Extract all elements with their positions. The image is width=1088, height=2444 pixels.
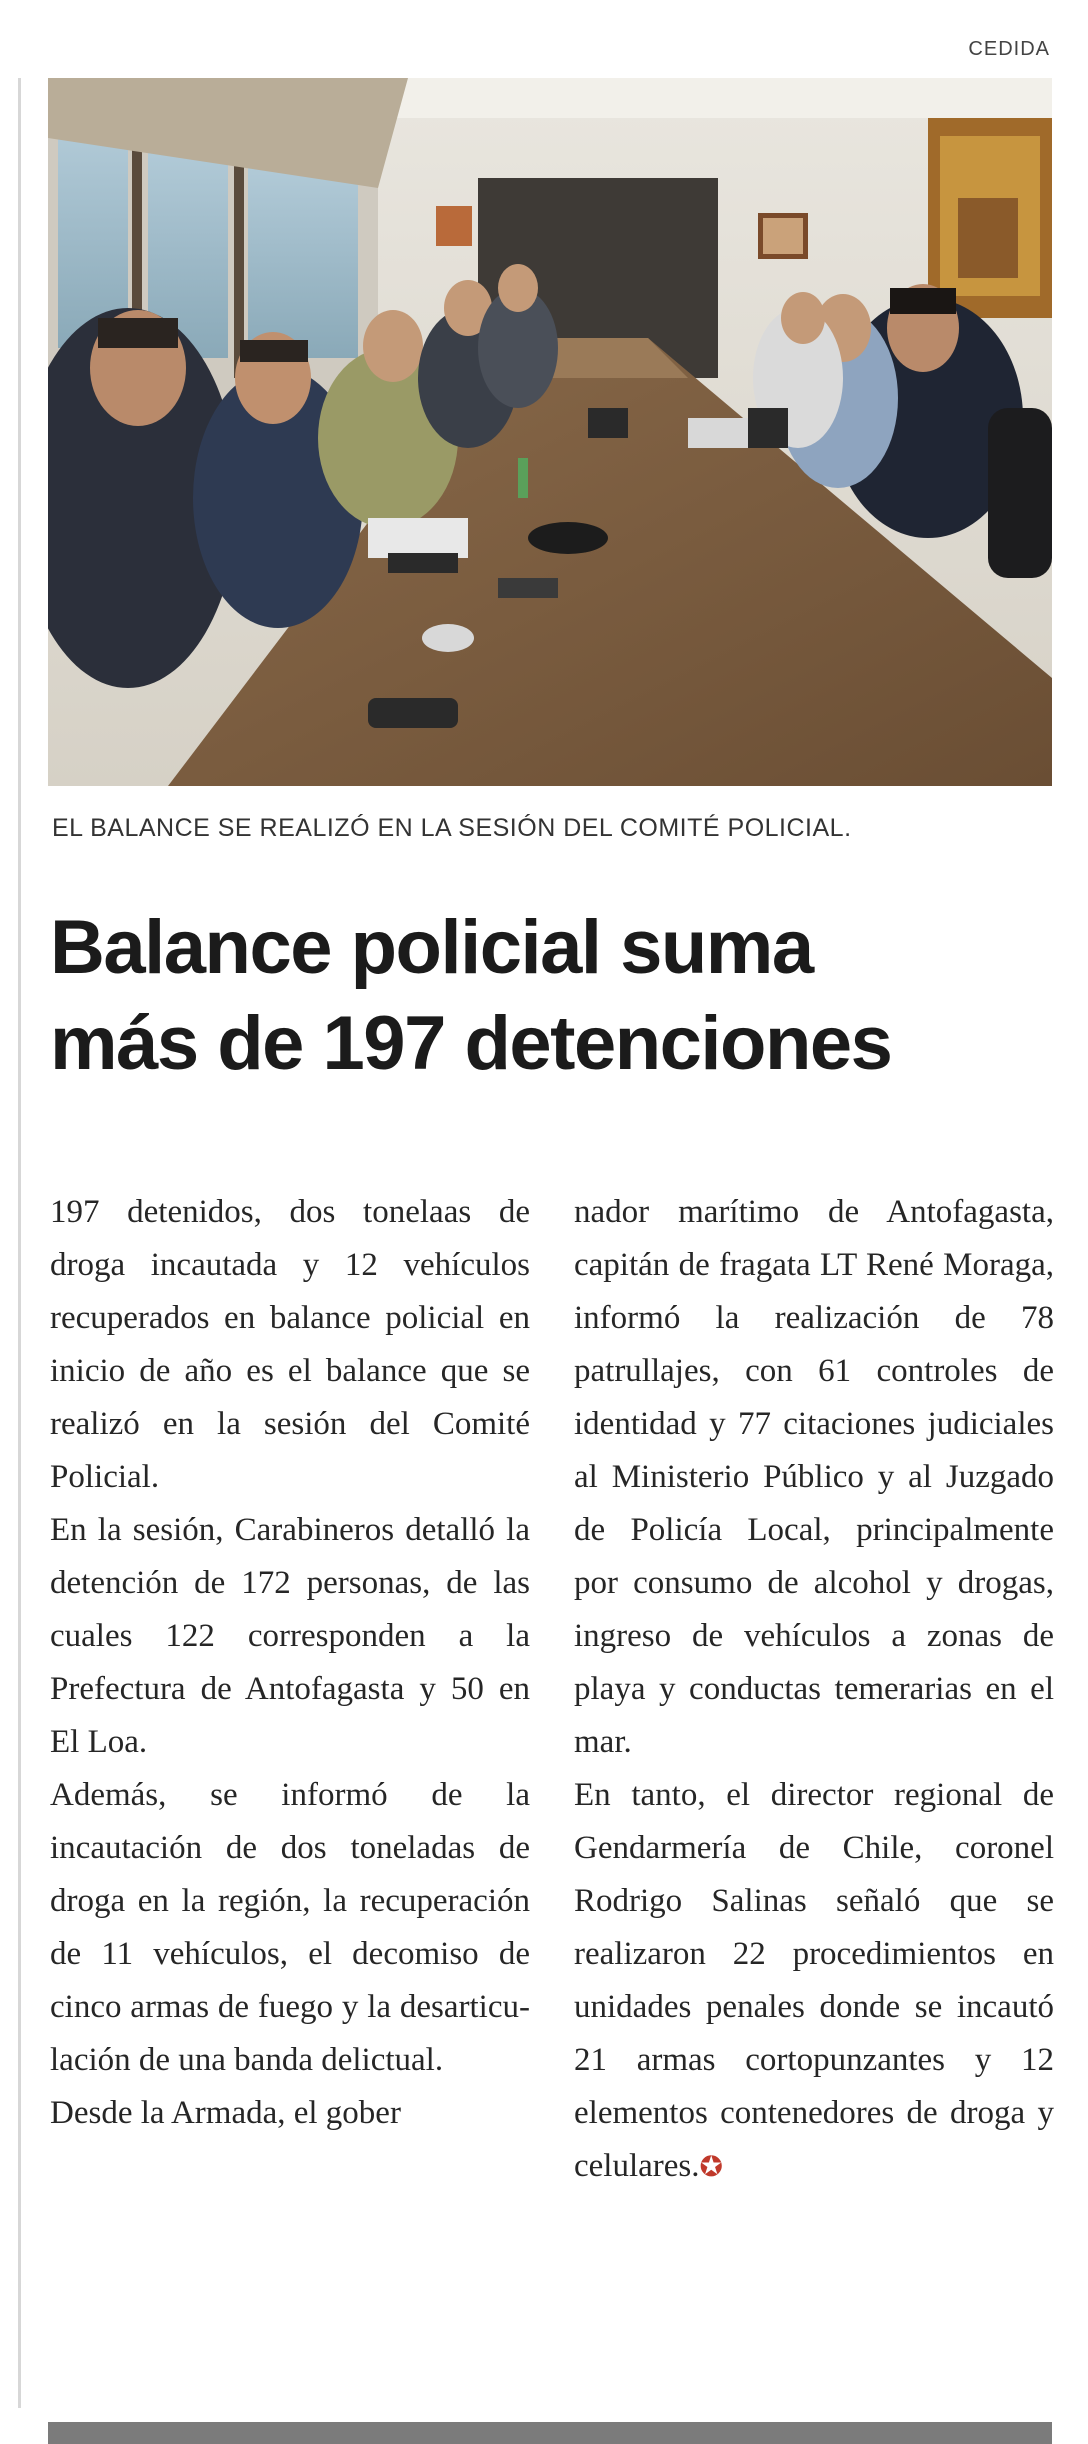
photo-caption: EL BALANCE SE REALIZÓ EN LA SESIÓN DEL COMITÉ POLICIAL. xyxy=(52,814,852,842)
column-rule xyxy=(18,78,21,2408)
paragraph: 197 detenidos, dos tonelaas de droga incautada y 12 vehículos recuperados en balance policial en inicio de año es el balance que se realizó en la sesión del Comité Policial. xyxy=(50,1194,530,1495)
article-column-left xyxy=(50,1186,530,2140)
paragraph-text: En tanto, el director regional de Gendarmería de Chile, coronel Rodrigo Salinas señaló que se realizaron 22 procedimientos en unidades penales donde se incautó 21 armas cortopunzantes y 12 elementos contenedores de droga y celulares. xyxy=(574,1777,1054,2184)
paragraph: Además, se informó de la incautación de dos toneladas de droga en la región, la recuperación de 11 vehículos, el decomiso de cinco armas de fuego y la desarticulación de una banda delictual. xyxy=(50,1777,530,2078)
article-photo xyxy=(48,78,1052,786)
photo-credit: CEDIDA xyxy=(968,38,1050,60)
article-column-right xyxy=(574,1186,1054,2194)
article-headline xyxy=(50,900,1040,1092)
bottom-divider xyxy=(48,2422,1052,2444)
end-mark-icon: ✪ xyxy=(699,2152,723,2183)
paragraph: Desde la Armada, el gober xyxy=(50,2095,401,2131)
paragraph-last xyxy=(574,1769,1054,2194)
meeting-room-photo xyxy=(48,78,1052,786)
headline-line-1: Balance policial suma xyxy=(50,905,813,990)
paragraph: En la sesión, Carabineros detalló la detención de 172 personas, de las cuales 122 corresponden a la Prefectura de Antofagasta y 50 en El Loa. xyxy=(50,1512,530,1760)
paragraph: nador marítimo de Antofagasta, capitán de fragata LT René Moraga, informó la realización de 78 patrullajes, con 61 controles de identidad y 77 citaciones judiciales al Ministerio Público y al Juzgado de Policía Local, principalmente por consumo de alcohol y drogas, ingreso de vehículos a zonas de playa y conductas temerarias en el mar. xyxy=(574,1194,1054,1760)
headline-line-2: más de 197 detenciones xyxy=(50,1001,892,1086)
